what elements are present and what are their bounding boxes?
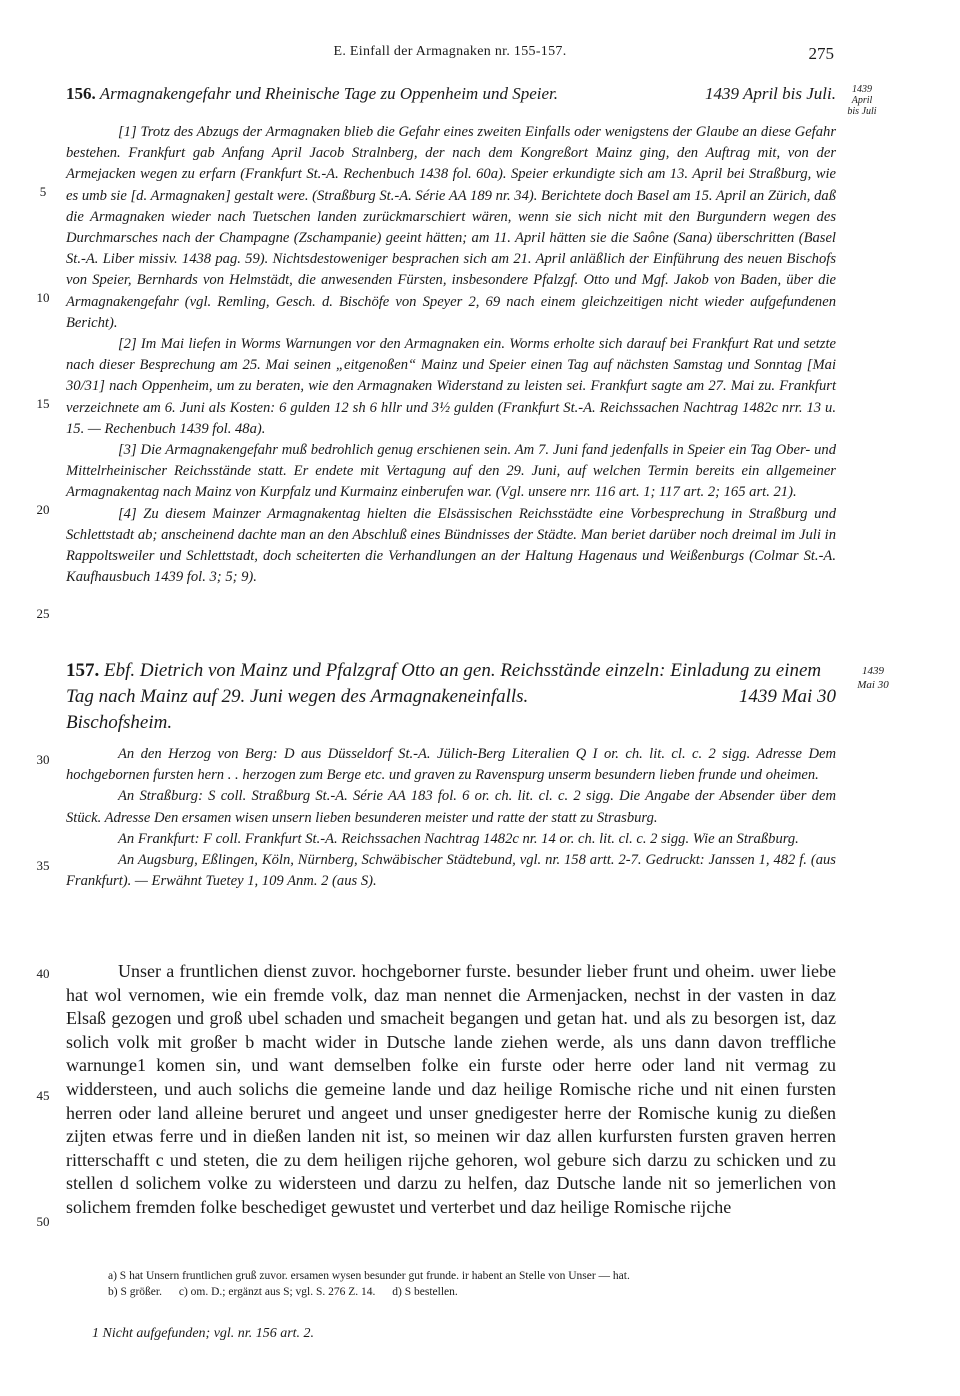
line-number-10: 10 — [36, 290, 50, 305]
doc-157-heading — [66, 658, 836, 736]
margin-date-year: 1439 — [852, 84, 872, 95]
doc-156-margin-date — [842, 84, 882, 117]
doc-157-date: 1439 Mai 30 — [738, 686, 836, 707]
doc-156-body — [66, 122, 836, 588]
apparatus-others: An Augsburg, Eßlingen, Köln, Nürnberg, Schwäbischer Städtebund, vgl. nr. 158 artt. 2-7. Gedruckt: Janssen 1, 482 f. (aus Frankfurt). — Erwähnt Tuetey 1, 109 Anm. 2 (aus S). — [66, 852, 836, 890]
doc-157-margin-date — [843, 664, 903, 692]
line-number-5: 5 — [39, 184, 47, 199]
page-number: 275 — [808, 44, 834, 63]
doc-156-paragraph-4: [4] Zu diesem Mainzer Armagnakentag hielten die Elsässischen Reichsstädte eine Vorbesprechung in Straßburg und Schlettstadt ab; anscheinend dachte man an den Abschluß eines Bündnisses der Städte. Man beriet darüber noch dreimal im Juli in Rappoltsweiler und Schlettstadt, doch scheiterten die Verhandlungen an der Haltung Hagenaus und Weißenburgs (Colmar St.-A. Kaufhausbuch 1439 fol. 3; 5; 9). — [66, 505, 836, 586]
apparatus-notes-row — [108, 1284, 848, 1300]
line-number-45: 45 — [36, 1088, 50, 1103]
margin-date-year: 1439 — [862, 665, 884, 677]
margin-date-from: April — [851, 95, 873, 106]
critical-apparatus — [108, 1268, 848, 1300]
line-number-20: 20 — [36, 502, 50, 517]
doc-156-heading — [66, 84, 836, 108]
line-number-30: 30 — [36, 752, 50, 767]
apparatus-note-a: a) S hat Unsern fruntlichen gruß zuvor. ersamen wysen besunder gut frunde. ir habent an Stelle von Unser — hat. — [108, 1270, 630, 1282]
apparatus-berg: An den Herzog von Berg: D aus Düsseldorf St.-A. Jülich-Berg Literalien Q I or. ch. lit. cl. c. 2 sigg. Adresse Dem hochgebornen fursten hern . . herzogen zum Berge etc. und graven zu Ravenspurg unserm besundern lieben frunde und oheimen. — [66, 746, 836, 784]
doc-157-title: Ebf. Dietrich von Mainz und Pfalzgraf Otto an gen. Reichsstände einzeln: Einladung zu einem Tag nach Mainz auf 29. Juni wegen des Armagnakeneinfalls. — [66, 660, 822, 707]
line-number-25: 25 — [36, 606, 50, 621]
running-head-title: E. Einfall der Armagnaken nr. 155-157. — [333, 44, 567, 59]
line-number-15: 15 — [36, 396, 50, 411]
doc-157-text — [66, 960, 836, 1220]
doc-156-paragraph-2: [2] Im Mai liefen in Worms Warnungen vor den Armagnaken ein. Worms erholte sich darauf bei Frankfurt Rat und setzte nach dieser Besprechung am 25. Mai seinen „eitgenoßen“ Mainz und Speier einen Tag auf nächsten Samstag und Sonntag [Mai 30/31] nach Oppenheim, um zu beraten, wie den Armagnaken Widerstand zu leisten sei. Frankfurt sagte am 27. Mai zu. Frankfurt verzeichnete am 6. Juni als Kosten: 6 gulden 12 sh 6 hllr und 3½ gulden (Frankfurt St.-A. Reichssachen Nachtrag 1482c nrr. 13 u. 15. — Rechenbuch 1439 fol. 48a). — [66, 336, 836, 437]
footnote-1: 1 Nicht aufgefunden; vgl. nr. 156 art. 2. — [92, 1326, 315, 1341]
line-number-50: 50 — [36, 1214, 50, 1229]
line-number-35: 35 — [36, 858, 50, 873]
apparatus-note-c: c) om. D.; ergänzt aus S; vgl. S. 276 Z. 14. — [178, 1286, 376, 1298]
doc-156-paragraph-1: [1] Trotz des Abzugs der Armagnaken blieb die Gefahr eines zweiten Einfalls oder wenigstens der Glaube an diese Gefahr bestehen. Frankfurt gab Anfang April Jacob Stralnberg, der nach dem Kongreßort Mainz ging, den Auftrag mit, von der Armejacken wegen zu erfarn (Frankfurt St.-A. Rechenbuch 1438 fol. 60a). Speier erkundigte sich am 13. April bei Straßburg, wie es umb sie [d. Armagnaken] gestalt were. (Straßburg St.-A. Série AA 189 nr. 34). Berichtete doch Basel am 15. April an Zürich, daß die Armagnaken wieder nach Tuetschen landen zurückmarschiert wären, wenn sie sich nicht mit den Burgundern wegen des Durchmarsches nach der Champagne (Zschampanie) geeint hätten; am 11. April hätten sie die Saône (Sana) überschritten (Basel St.-A. Liber missiv. 1438 pag. 59). Nichtsdestoweniger besprachen sich am 21. April anläßlich der Einführung des neuen Bischofs von Speier, Bernhards von Helmstädt, die anwesenden Fürsten, insbesondere Pfalzgf. Otto und Mgf. Jakob von Baden, über die Armagnakengefahr (vgl. Remling, Gesch. d. Bischöfe von Speyer 2, 69 nach einem gleichzeitigen nicht wieder aufgefundenen Bericht). — [66, 124, 836, 331]
doc-157-apparatus — [66, 744, 836, 892]
doc-156-number: 156. — [66, 84, 96, 103]
running-head — [66, 44, 834, 66]
doc-157-number: 157. — [66, 660, 100, 681]
margin-date-day: Mai 30 — [857, 679, 889, 691]
doc-156-paragraph-3: [3] Die Armagnakengefahr muß bedrohlich genug erschienen sein. Am 7. Juni fand jedenfalls in Speier ein Tag Ober- und Mittelrheinischer Reichsstände statt. Er endete mit Vertagung auf den 29. Juni, auf welchen Termin bereits ein allgemeiner Armagnakentag nach Mainz von Kurpfalz und Kurmainz einberufen war. (Vgl. unsere nrr. 116 art. 1; 117 art. 2; 165 art. 21). — [66, 442, 836, 501]
doc-156-title: Armagnakengefahr und Rheinische Tage zu Oppenheim und Speier. — [99, 84, 559, 103]
apparatus-note-d: d) S bestellen. — [392, 1286, 458, 1298]
apparatus-frankfurt: An Frankfurt: F coll. Frankfurt St.-A. Reichssachen Nachtrag 1482c nr. 14 or. ch. lit. cl. c. 2 sigg. Wie an Straßburg. — [118, 830, 799, 847]
apparatus-note-b: b) S größer. — [108, 1286, 162, 1298]
margin-date-to: bis Juli — [847, 106, 877, 117]
doc-157-place: Bischofsheim. — [66, 712, 173, 733]
line-number-40: 40 — [36, 966, 50, 981]
doc-157-letter-text: Unser a fruntlichen dienst zuvor. hochgeborner furste. besunder lieber frunt und oheim. uwer liebe hat wol vernomen, wie ein fremde volk, daz man nennet die Armenjacken, nechst in der vasten in daz Elsaß gezogen und groß ubel schaden und smacheit begangen und getan hat. und als zu besorgen ist, daz solich volk mit großer b macht wider in Dutsche lande ziehen werde, als uns dann davon treffliche warnunge1 komen sin, und want demselben folke ein furste oder herre oder land nit vermag zu widdersteen, und auch solichs die gemeine lande und daz heilige Romische riche und nit einen fursten herren oder land alleine beruret und angeet und unser gnedigester herre der Romische kunig zu dießen zijten etwas ferre und in dießen landen nit ist, so meinen wir daz allen kurfursten fursten graven herren ritterschafft c und steten, die zu dem heiligen rijche gehoren, wol gebure sich darzu zu schicken und zu stellen d solichem volke zu widersteen und darzu zu helfen, daz Dutsche lande nit so jemerlichen von solichem fremden folke beschediget gewustet und verterbet und daz heilige Romische rijche — [66, 961, 836, 1217]
doc-156-date: 1439 April bis Juli. — [705, 84, 836, 103]
apparatus-strassburg: An Straßburg: S coll. Straßburg St.-A. Série AA 183 fol. 6 or. ch. lit. cl. c. 2 sigg. Die Angabe der Absender über dem Stück. Adresse Den ersamen wisen unsern lieben besunderen meister und ratte der statt zu Strasburg. — [66, 788, 836, 826]
